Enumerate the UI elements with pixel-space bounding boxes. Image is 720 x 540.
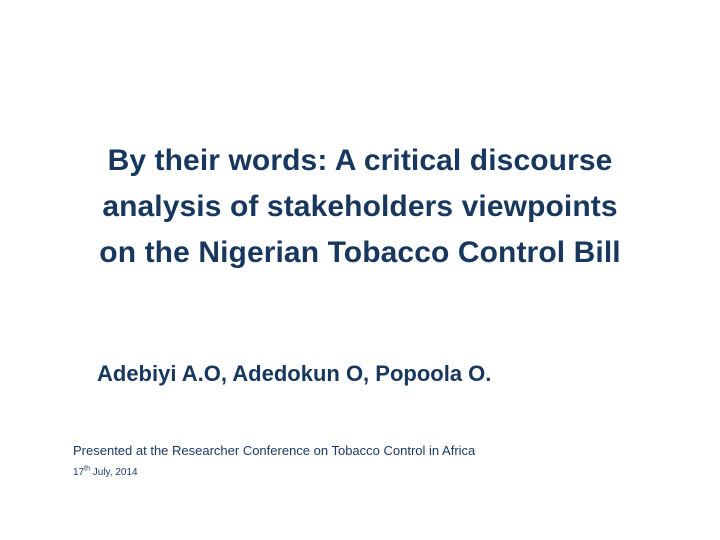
authors: Adebiyi A.O, Adedokun O, Popoola O. xyxy=(97,361,492,386)
date-rest: July, 2014 xyxy=(89,467,138,478)
date-day: 17 xyxy=(73,467,85,478)
title-line-1: By their words: A critical discourse xyxy=(107,144,613,177)
presented-at: Presented at the Researcher Conference on Tobacco Control in Africa xyxy=(73,443,476,458)
date-suffix: th xyxy=(84,465,90,473)
title-line-2: analysis of stakeholders viewpoints xyxy=(102,190,618,223)
slide-title xyxy=(40,138,680,276)
presentation-date xyxy=(73,466,138,480)
title-line-3: on the Nigerian Tobacco Control Bill xyxy=(99,236,621,269)
